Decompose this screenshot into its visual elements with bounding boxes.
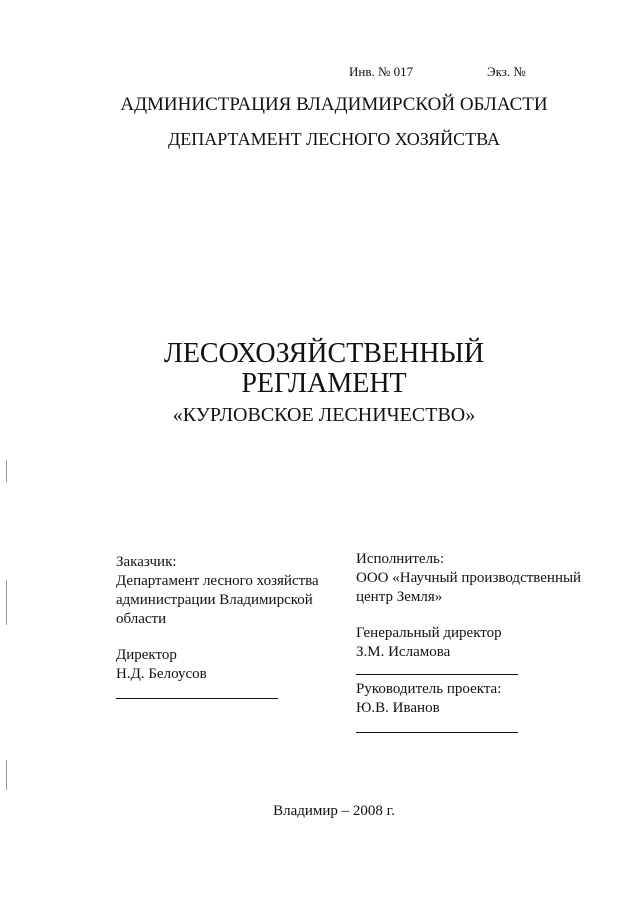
customer-block (116, 553, 319, 699)
contractor-position: Генеральный директор (356, 625, 502, 641)
scan-artifact (6, 460, 7, 482)
organization-line1: АДМИНИСТРАЦИЯ ВЛАДИМИРСКОЙ ОБЛАСТИ (120, 94, 548, 115)
project-lead-position: Руководитель проекта: (356, 681, 502, 697)
title-line1: ЛЕСОХОЗЯЙСТВЕННЫЙ (163, 338, 485, 369)
scan-artifact (6, 580, 7, 625)
contractor-name: З.М. Исламова (356, 644, 451, 660)
inventory-number: Инв. № 017 (349, 64, 414, 79)
scan-artifact (6, 760, 7, 790)
contractor-org: ООО «Научный производственный (356, 570, 582, 586)
organization-line2: ДЕПАРТАМЕНТ ЛЕСНОГО ХОЗЯЙСТВА (167, 129, 501, 149)
footer-place-year: Владимир – 2008 г. (273, 803, 395, 819)
title-line3: «КУРЛОВСКОЕ ЛЕСНИЧЕСТВО» (172, 404, 476, 426)
customer-label: Заказчик: (116, 554, 177, 570)
signature-line (356, 732, 518, 733)
customer-org: области (116, 611, 167, 627)
contractor-org: центр Земля» (356, 589, 443, 605)
contractor-block (356, 550, 581, 733)
signature-line (356, 674, 518, 675)
customer-org: Департамент лесного хозяйства (116, 573, 319, 589)
copy-number: Экз. № (487, 64, 526, 79)
customer-position: Директор (116, 647, 177, 663)
title-line2: РЕГЛАМЕНТ (241, 368, 407, 399)
customer-org: администрации Владимирской (116, 592, 313, 608)
project-lead-name: Ю.В. Иванов (356, 700, 440, 716)
customer-name: Н.Д. Белоусов (116, 666, 207, 682)
contractor-label: Исполнитель: (356, 551, 445, 567)
signature-line (116, 698, 278, 699)
